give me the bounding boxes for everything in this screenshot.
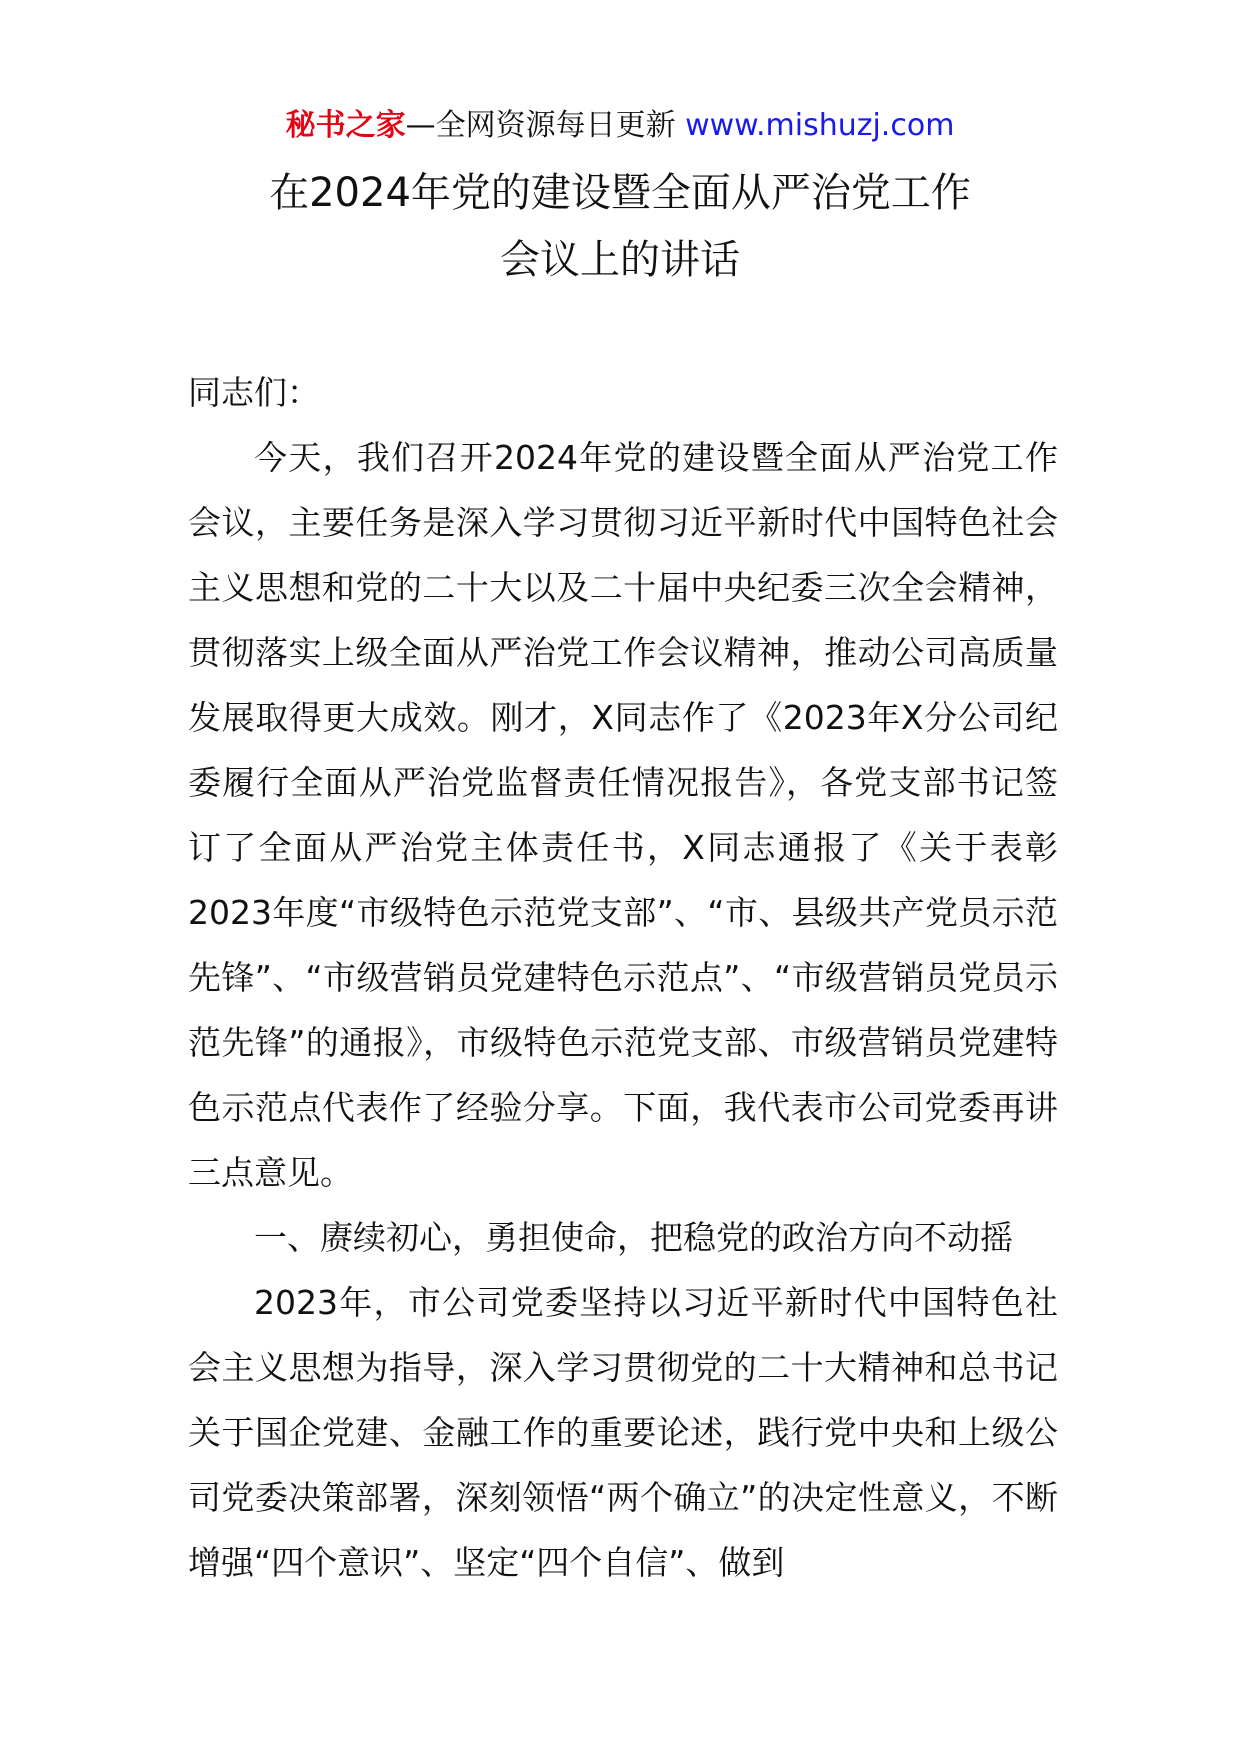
document-body: [188, 360, 1058, 1595]
salutation: 同志们：: [188, 373, 320, 412]
site-url-link[interactable]: www.mishuzj.com: [675, 108, 955, 143]
section-heading: 一、赓续初心，勇担使命，把稳党的政治方向不动摇: [254, 1218, 1013, 1257]
header-tagline: —全网资源每日更新: [405, 108, 676, 143]
paragraph: 2023年，市公司党委坚持以习近平新时代中国特色社会主义思想为指导，深入学习贯彻党的二十大精神和总书记关于国企党建、金融工作的重要论述，践行党中央和上级公司党委决策部署，深刻领悟“两个确立”的决定性意义，不断增强“四个意识”、坚定“四个自信”、做到: [188, 1283, 1058, 1582]
document-title-line-1: 在2024年党的建设暨全面从严治党工作: [269, 170, 971, 216]
document-title-line-2: 会议上的讲话: [500, 237, 740, 283]
site-header: [0, 98, 1240, 154]
paragraph: 今天，我们召开2024年党的建设暨全面从严治党工作会议，主要任务是深入学习贯彻习近平新时代中国特色社会主义思想和党的二十大以及二十届中央纪委三次全会精神，贯彻落实上级全面从严治党工作会议精神，推动公司高质量发展取得更大成效。刚才，X同志作了《2023年X分公司纪委履行全面从严治党监督责任情况报告》，各党支部书记签订了全面从严治党主体责任书，X同志通报了《关于表彰2023年度“市级特色示范党支部”、“市、县级共产党员示范先锋”、“市级营销员党建特色示范点”、“市级营销员党员示范先锋”的通报》，市级特色示范党支部、市级营销员党建特色示范点代表作了经验分享。下面，我代表市公司党委再讲三点意见。: [188, 438, 1058, 1192]
brand-name: 秘书之家: [285, 108, 406, 143]
